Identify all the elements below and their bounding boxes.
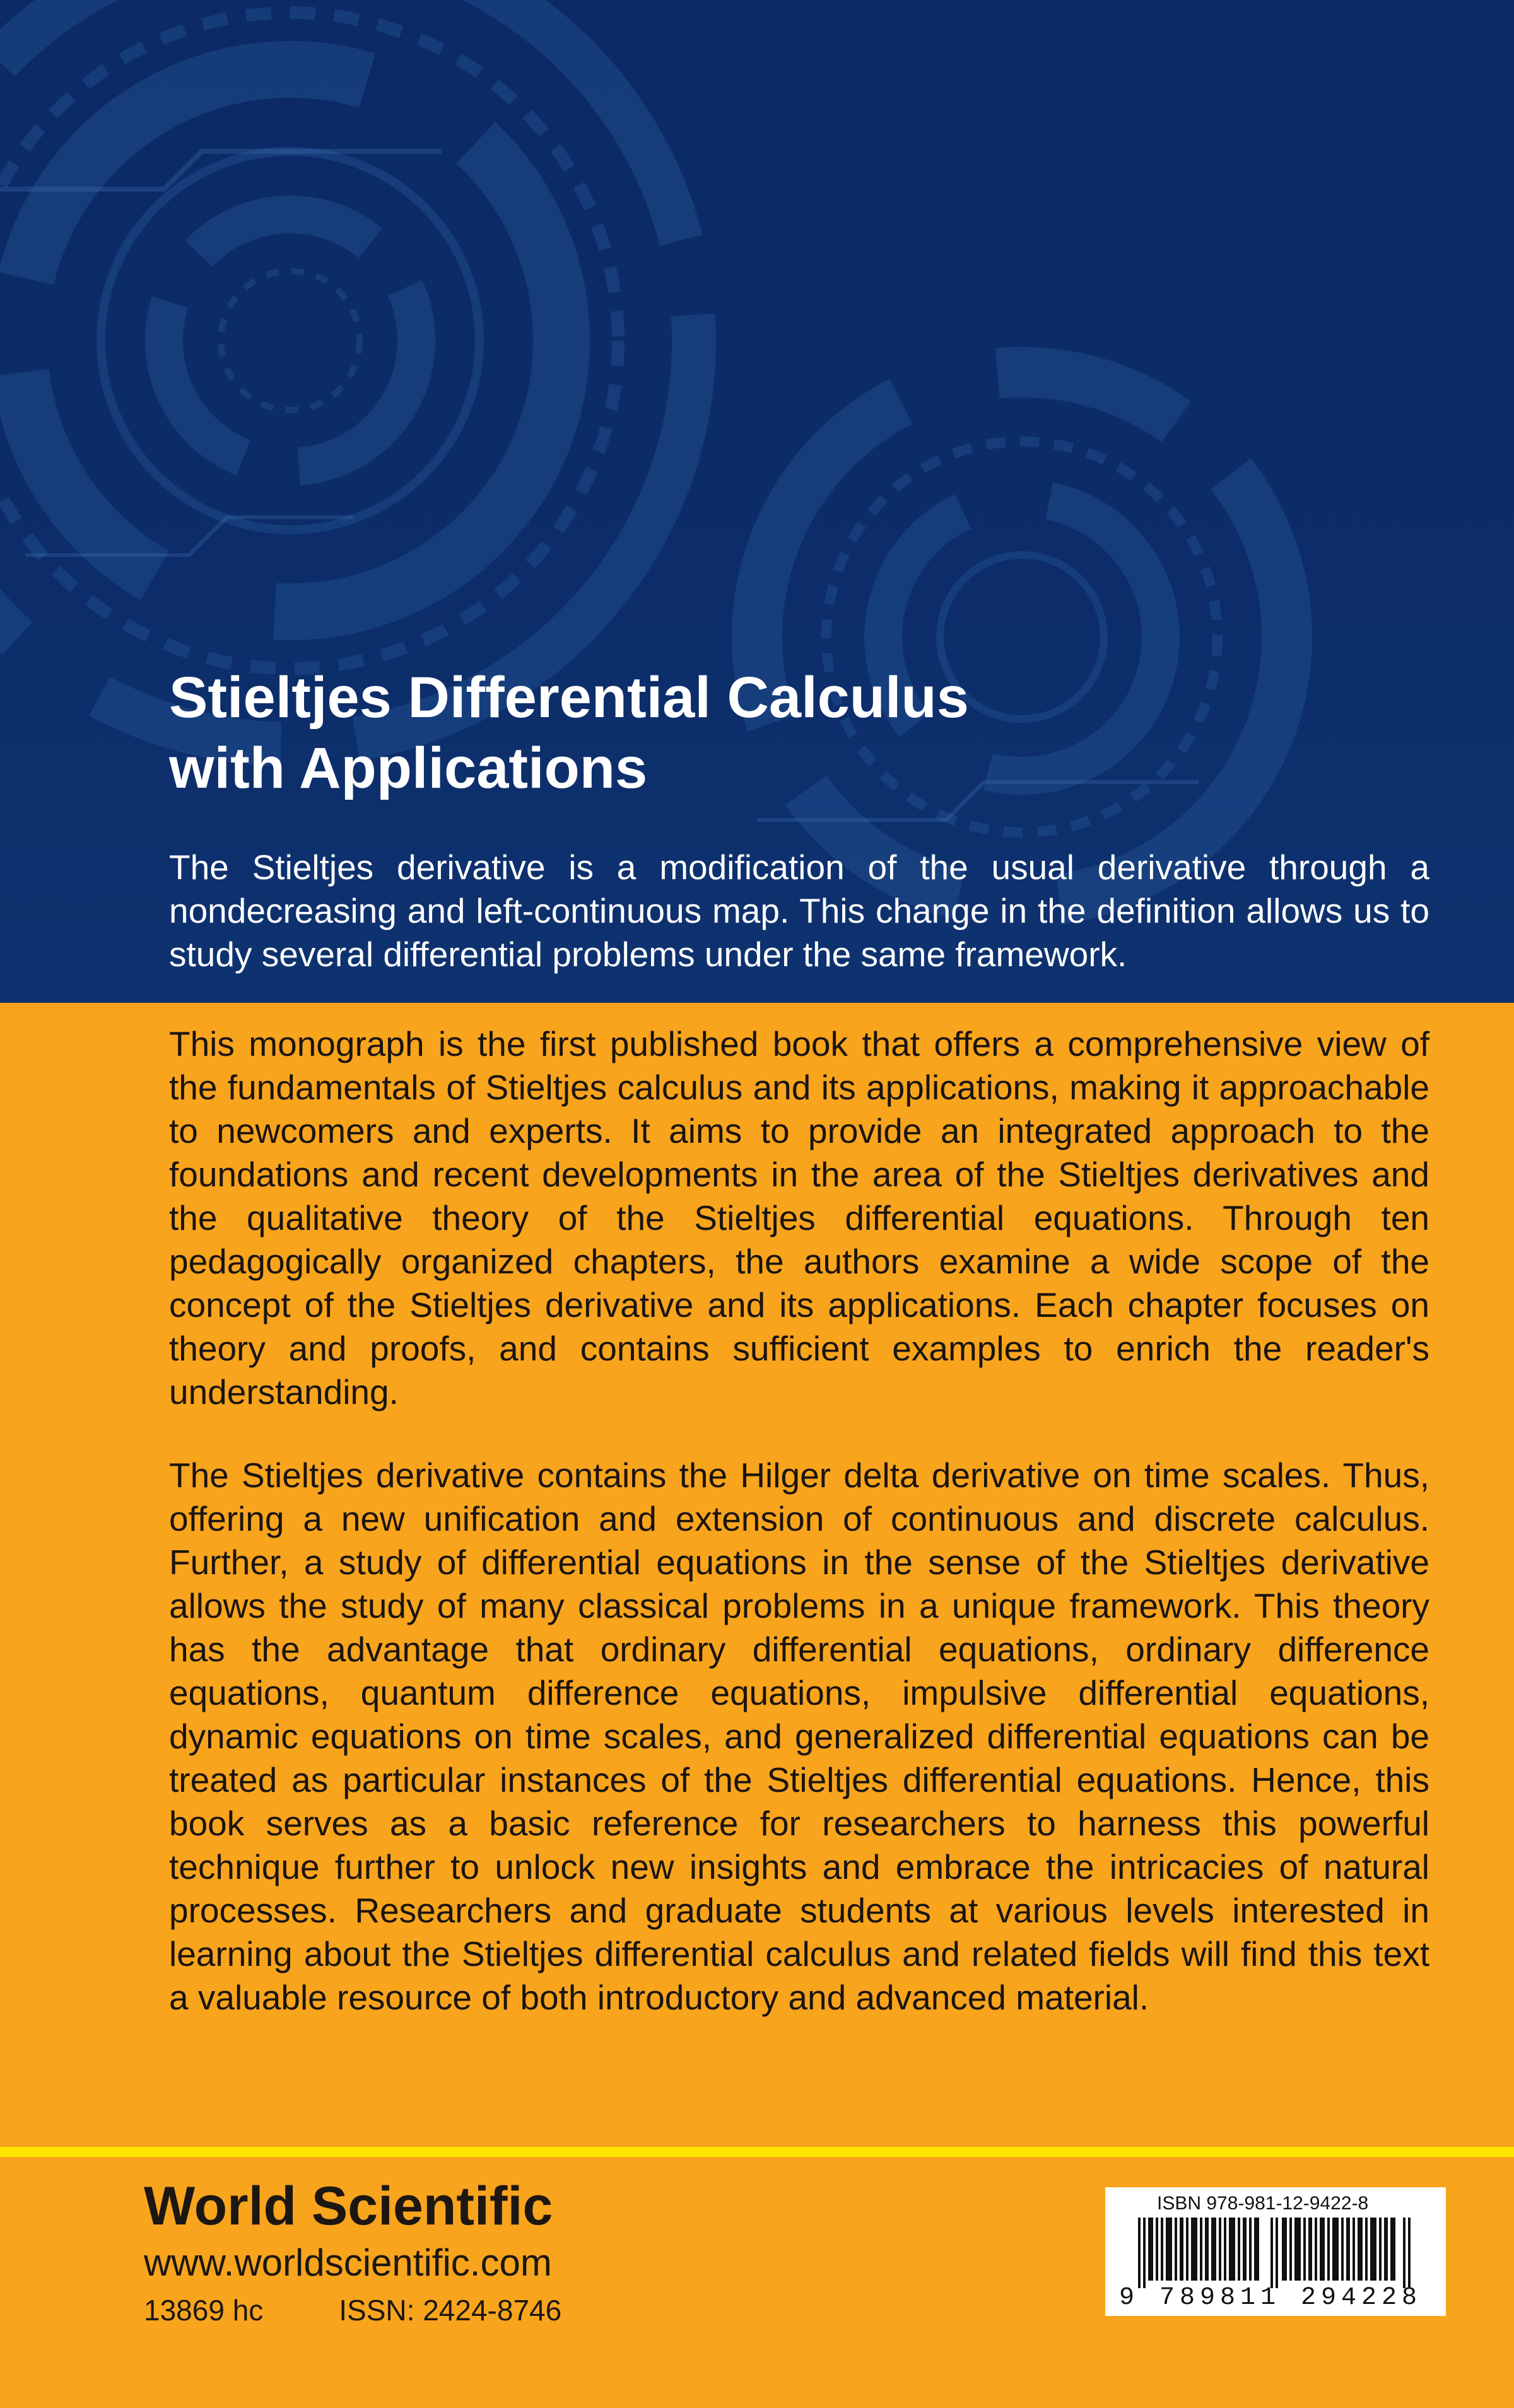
book-title [169, 662, 1368, 804]
isbn-barcode-box [1105, 2187, 1446, 2316]
title-line-1: Stieltjes Differential Calculus [169, 665, 969, 730]
isbn-label: ISBN 978-981-12-9422-8 [1157, 2193, 1369, 2214]
title-line-2: with Applications [169, 736, 648, 800]
yellow-divider [0, 2147, 1514, 2157]
publisher-name: World Scientific [144, 2176, 553, 2236]
description-paragraph-1: This monograph is the first published book that offers a comprehensive view of the fundamentals of Stieltjes calculus and its applications, making it approachable to newcomers and experts. It aims to provide an integrated approach to the foundations and recent developments in the area of the Stieltjes derivatives and the qualitative theory of the Stieltjes differential equations. Through ten pedagogically organized chapters, the authors examine a wide scope of the concept of the Stieltjes derivative and its applications. Each chapter focuses on theory and proofs, and contains sufficient examples to enrich the reader's understanding. [169, 1024, 1429, 1411]
publisher-codes [144, 2292, 561, 2329]
publisher-url: www.worldscientific.com [144, 2241, 552, 2284]
issn-number: ISSN: 2424-8746 [339, 2294, 562, 2327]
publisher-block [144, 2175, 561, 2329]
barcode-digits: 9 789811 294228 [1119, 2284, 1423, 2312]
description-paragraph-2: The Stieltjes derivative contains the Hilger delta derivative on time scales. Thus, offering a new unification and extension of continuous and discrete calculus. Further, a study of differential equations in the sense of the Stieltjes derivative allows the study of many classical problems in a unique framework. This theory has the advantage that ordinary differential equations, ordinary difference equations, quantum difference equations, impulsive differential equations, dynamic equations on time scales, and generalized differential equations can be treated as particular instances of the Stieltjes differential equations. Hence, this book serves as a basic reference for researchers to harness this powerful technique further to unlock new insights and embrace the intricacies of natural processes. Researchers and graduate students at various levels interested in learning about the Stieltjes differential calculus and related fields will find this text a valuable resource of both introductory and advanced material. [169, 1456, 1429, 2017]
barcode-icon [1119, 2218, 1432, 2288]
intro-paragraph: The Stieltjes derivative is a modification of the usual derivative through a nondecreasing and left-continuous map. This change in the definition allows us to study several differential problems under the same framework. [169, 848, 1429, 974]
catalog-code: 13869 hc [144, 2294, 264, 2327]
navy-top-panel [0, 0, 1514, 1003]
